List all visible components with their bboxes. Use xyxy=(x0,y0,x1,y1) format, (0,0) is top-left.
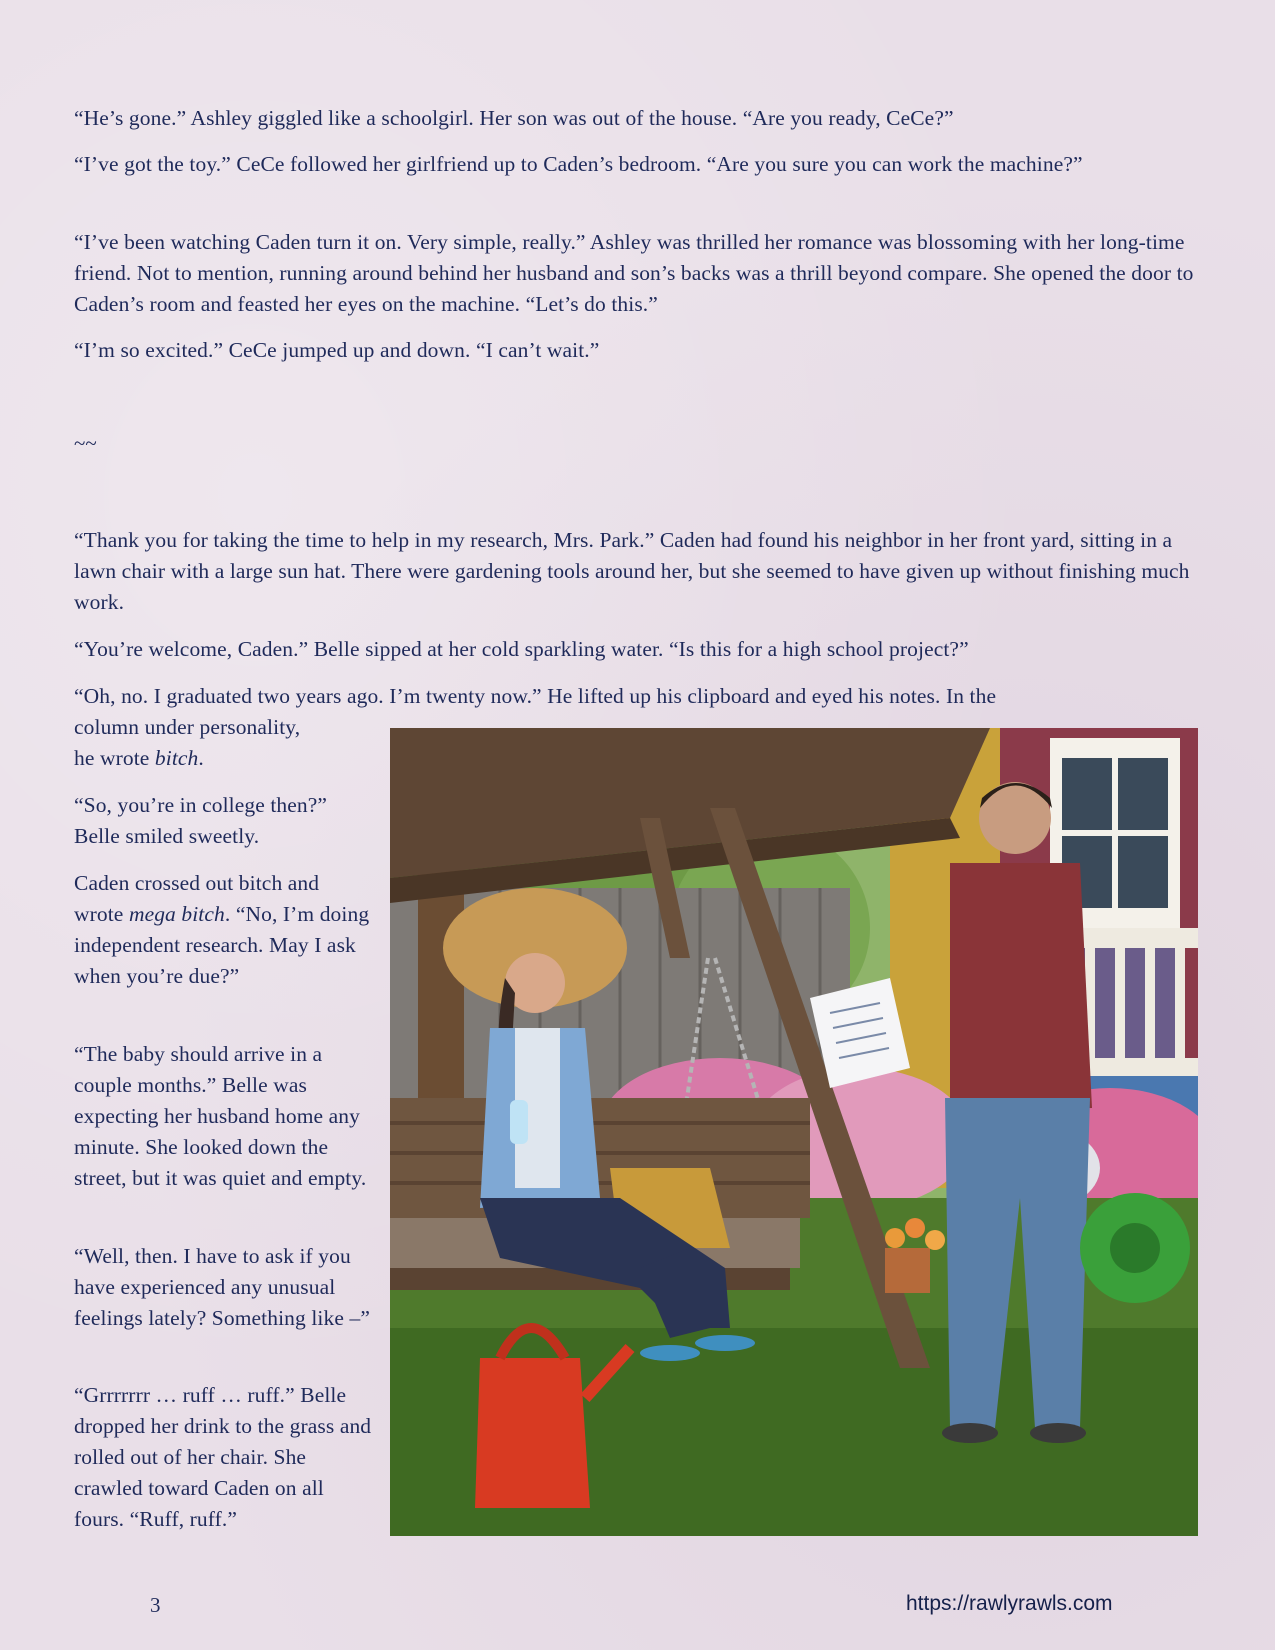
story-paragraph-10: “The baby should arrive in a couple months.” Belle was expecting her husband home any minute. She looked down the street, but it was quiet and empty. xyxy=(74,1042,367,1190)
continued-line-lead: he wrote xyxy=(74,746,155,770)
continued-line: column under personality, xyxy=(74,715,301,739)
story-paragraph-7: “Oh, no. I graduated two years ago. I’m twenty now.” He lifted up his clipboard and eyed his notes. In the xyxy=(74,684,997,708)
italic-word: bitch xyxy=(154,746,199,770)
page-number: 3 xyxy=(150,1593,161,1617)
story-paragraph-7-continued xyxy=(74,712,374,774)
story-paragraph-12: “Grrrrrrr … ruff … ruff.” Belle dropped her drink to the grass and rolled out of her chair. She crawled toward Caden on all fours. “Ruff, ruff.” xyxy=(74,1383,372,1531)
story-paragraph-6: “You’re welcome, Caden.” Belle sipped at her cold sparkling water. “Is this for a high school project?” xyxy=(74,637,969,661)
story-paragraph-3: “I’ve been watching Caden turn it on. Very simple, really.” Ashley was thrilled her romance was blossoming with her long-time friend. Not to mention, running around behind her husband and son’s backs was a thrill beyond compare. She opened the door to Caden’s room and feasted her eyes on the machine. “Let’s do this.” xyxy=(74,230,1194,316)
paragraph-9-rest: . “No, I’m doing independent research. May I ask when you’re due?” xyxy=(74,902,370,988)
continued-line-end: . xyxy=(198,746,204,770)
story-paragraph-8: “So, you’re in college then?” Belle smiled sweetly. xyxy=(74,793,328,848)
paragraph-9-lead: Caden crossed out bitch and wrote xyxy=(74,871,320,926)
story-paragraph-1: “He’s gone.” Ashley giggled like a schoolgirl. Her son was out of the house. “Are you ready, CeCe?” xyxy=(74,106,954,130)
story-paragraph-2: “I’ve got the toy.” CeCe followed her girlfriend up to Caden’s bedroom. “Are you sure you can work the machine?” xyxy=(74,152,1083,176)
story-illustration xyxy=(390,728,1198,1536)
story-paragraph-5: “Thank you for taking the time to help in my research, Mrs. Park.” Caden had found his neighbor in her front yard, sitting in a lawn chair with a large sun hat. There were gardening tools around her, but she seemed to have given up without finishing much work. xyxy=(74,528,1190,614)
scene-separator: ~~ xyxy=(74,431,97,455)
italic-phrase: mega bitch xyxy=(128,902,225,926)
story-paragraph-11: “Well, then. I have to ask if you have experienced any unusual feelings lately? Something like –” xyxy=(74,1244,370,1330)
story-paragraph-9 xyxy=(74,868,374,992)
story-paragraph-4: “I’m so excited.” CeCe jumped up and down. “I can’t wait.” xyxy=(74,338,600,362)
footer-url: https://rawlyrawls.com xyxy=(906,1592,1113,1615)
